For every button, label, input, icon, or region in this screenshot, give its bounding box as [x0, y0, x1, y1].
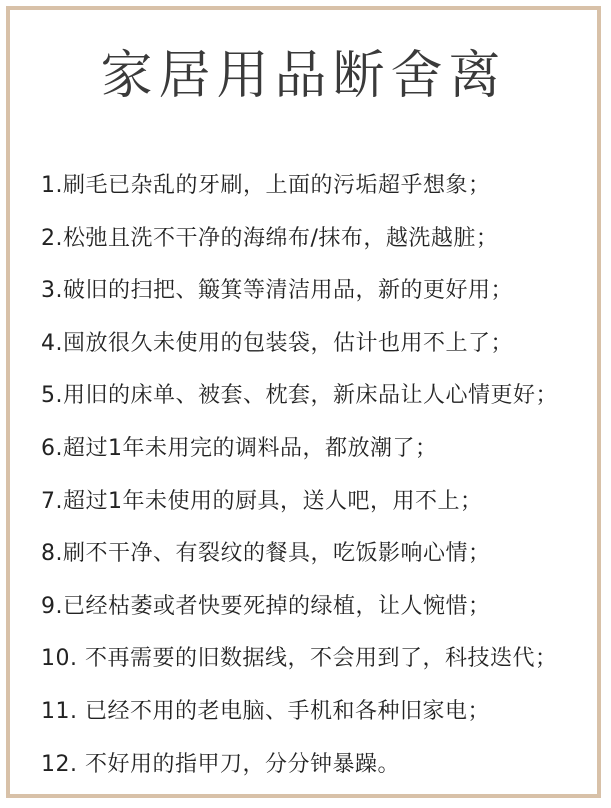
list-item: 3.破旧的扫把、簸箕等清洁用品，新的更好用；	[41, 278, 513, 304]
list-item: 1.刷毛已杂乱的牙刷，上面的污垢超乎想象；	[41, 173, 491, 198]
page-title: 家居用品断舍离	[100, 46, 507, 106]
list-item: 9.已经枯萎或者快要死掉的绿植，让人惋惜；	[41, 593, 491, 619]
page-frame	[6, 6, 601, 798]
list-item: 7.超过1年未使用的厨具，送人吧，用不上；	[41, 488, 483, 514]
list-item: 8.刷不干净、有裂纹的餐具，吃饭影响心情；	[41, 541, 491, 567]
list-item: 4.囤放很久未使用的包装袋，估计也用不上了；	[41, 330, 513, 356]
list-item: 11. 已经不用的老电脑、手机和各种旧家电；	[41, 698, 490, 724]
list-item: 12. 不好用的指甲刀，分分钟暴躁。	[41, 751, 400, 777]
list-item: 2.松弛且洗不干净的海绵布/抹布，越洗越脏；	[41, 225, 499, 251]
list-item: 10. 不再需要的旧数据线，不会用到了，科技迭代；	[41, 646, 558, 672]
list-item: 5.用旧的床单、被套、枕套，新床品让人心情更好；	[41, 383, 558, 409]
list-item: 6.超过1年未用完的调料品，都放潮了；	[41, 435, 438, 461]
declutter-list	[41, 160, 601, 791]
